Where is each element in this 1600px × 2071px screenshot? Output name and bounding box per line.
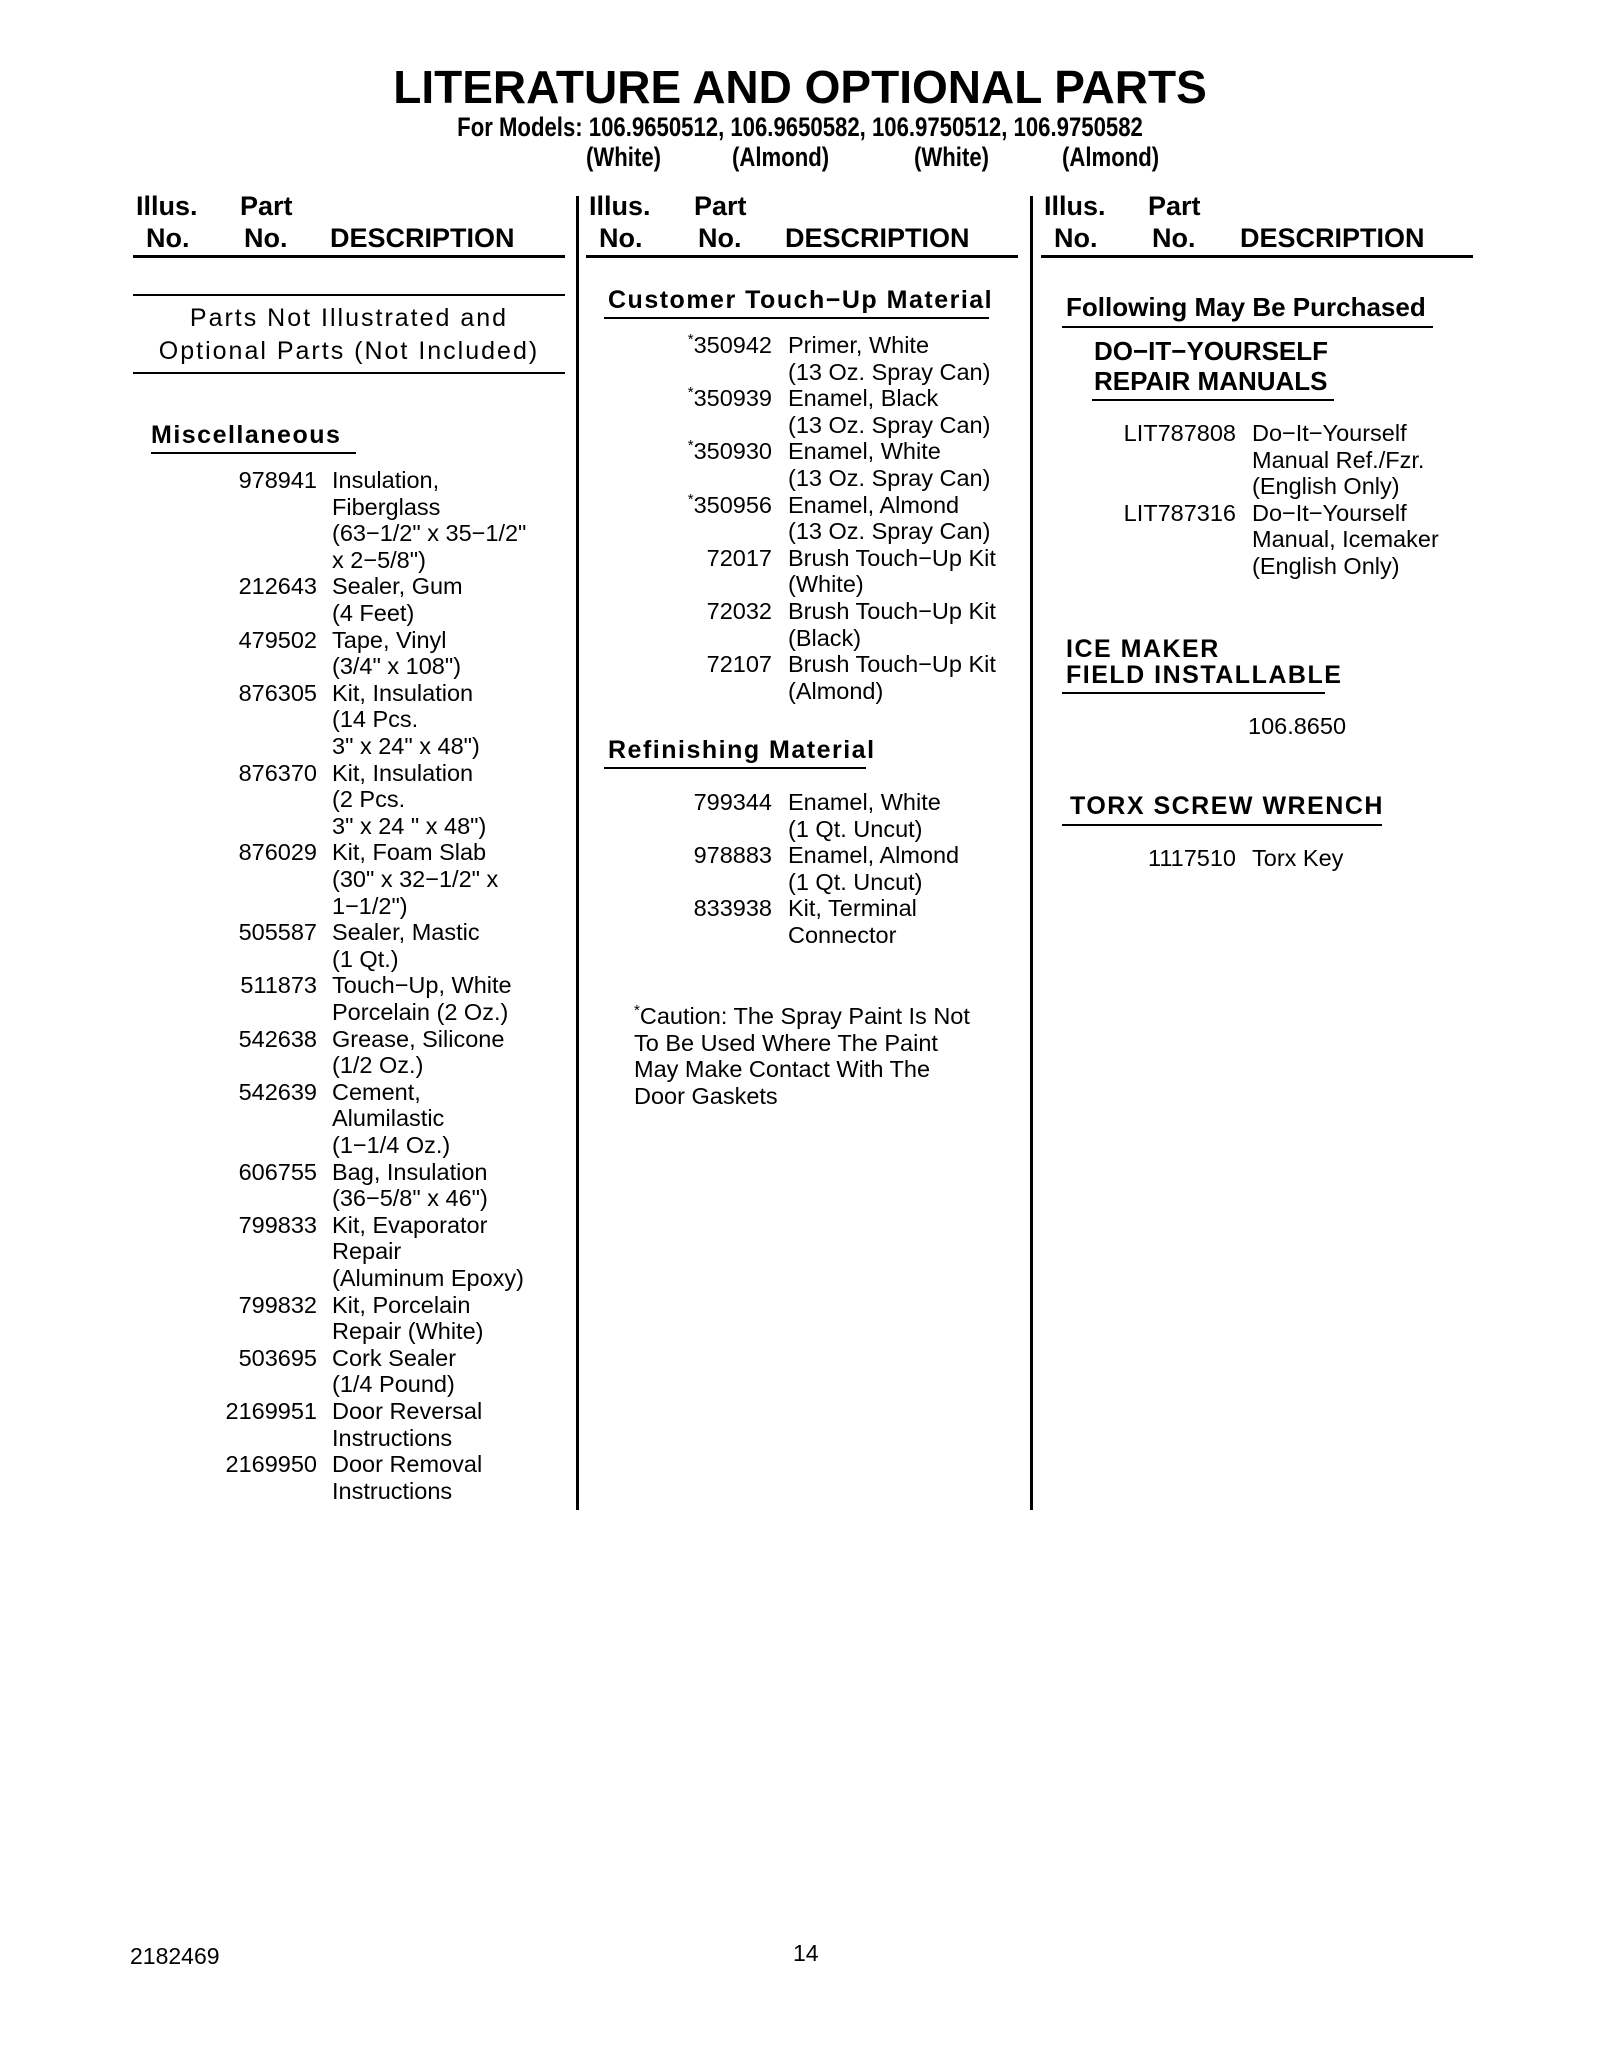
part-number — [0, 627, 317, 654]
description — [788, 842, 959, 895]
page-number: 14 — [793, 1940, 819, 1966]
part-number-text: 876029 — [238, 839, 317, 866]
part-number — [0, 892, 772, 922]
header-illus: Illus. — [1044, 191, 1106, 221]
description — [332, 919, 480, 972]
header-part-no: No. — [698, 223, 742, 253]
part-number-text: 799344 — [693, 789, 772, 815]
section-miscellaneous: Miscellaneous — [151, 421, 342, 449]
title-line: Optional Parts (Not Included) — [158, 337, 540, 365]
description-line: (13 Oz. Spray Can) — [788, 464, 991, 491]
part-number-text: 2169951 — [225, 1398, 317, 1424]
section-rule — [1092, 399, 1334, 401]
description: Torx Key — [1252, 845, 1344, 871]
part-number — [0, 1451, 317, 1478]
description — [332, 1451, 482, 1504]
description-line: (1/4 Pound) — [332, 1371, 455, 1398]
part-number — [0, 385, 772, 412]
description-line: Instructions — [332, 1424, 453, 1451]
part-number — [0, 1345, 317, 1372]
description-line: Sealer, Mastic — [332, 919, 480, 946]
part-number-text: 72107 — [706, 651, 772, 678]
part-number-text: 479502 — [238, 626, 317, 653]
diy-heading-line-2: REPAIR MANUALS — [1094, 366, 1328, 396]
description-line: Insulation, — [332, 467, 440, 493]
part-number-text: 350939 — [693, 385, 772, 412]
part-number-text: 978941 — [238, 467, 317, 493]
asterisk: * — [687, 437, 694, 455]
description-line: Kit, Evaporator — [332, 1211, 488, 1238]
part-number — [0, 1159, 317, 1186]
description-line: (English Only) — [1252, 552, 1400, 579]
description-line: Enamel, Almond — [788, 842, 960, 869]
ice-maker-title-line-1: ICE MAKER — [1066, 635, 1220, 663]
description — [332, 1398, 482, 1451]
part-number — [0, 332, 772, 359]
asterisk: * — [687, 384, 694, 402]
header-rule — [133, 255, 565, 258]
part-number-text: 72032 — [706, 598, 772, 624]
description — [1252, 420, 1424, 500]
description-line: Primer, White — [788, 332, 930, 358]
description-line: Fiberglass — [332, 493, 441, 520]
description-line: Grease, Silicone — [332, 1025, 505, 1052]
description-line: 3" x 24 " x 48") — [332, 812, 487, 839]
description-line: (1 Qt.) — [332, 945, 399, 972]
description-line: Brush Touch−Up Kit — [788, 651, 996, 678]
model-color-4: (Almond) — [1062, 142, 1160, 172]
description-line: Kit, Porcelain — [332, 1291, 471, 1318]
description-line: Kit, Insulation — [332, 759, 474, 786]
description-line: Do−It−Yourself — [1252, 420, 1407, 446]
part-number-text: 503695 — [238, 1344, 317, 1371]
part-number-text: 542639 — [238, 1078, 317, 1105]
header-description: DESCRIPTION — [785, 223, 970, 253]
ice-maker-title-line-2: FIELD INSTALLABLE — [1066, 661, 1343, 689]
section-customer-touch-up: Customer Touch−Up Material — [608, 286, 994, 314]
header-part: Part — [240, 191, 293, 221]
part-number — [0, 760, 317, 787]
asterisk: * — [687, 490, 694, 508]
description-line: (Black) — [788, 624, 862, 651]
part-number — [0, 1026, 317, 1053]
document-number: 2182469 — [130, 1943, 220, 1969]
description-line: Bag, Insulation — [332, 1158, 488, 1185]
note-line: Door Gaskets — [634, 1082, 778, 1109]
section-rule — [1062, 692, 1325, 694]
description-line: Manual Ref./Fzr. — [1252, 446, 1425, 473]
description-line: (13 Oz. Spray Can) — [788, 411, 991, 438]
header-illus-no: No. — [146, 223, 190, 253]
description — [788, 598, 996, 651]
description-line: Kit, Insulation — [332, 679, 474, 706]
part-number — [0, 1079, 317, 1106]
part-number — [0, 789, 772, 816]
description-line: Porcelain (2 Oz.) — [332, 998, 509, 1025]
part-number-text: 606755 — [238, 1158, 317, 1185]
part-number-text: 350956 — [693, 491, 772, 518]
note-line: May Make Contact With The — [634, 1056, 931, 1083]
description — [788, 789, 941, 842]
description-line: (Almond) — [788, 677, 884, 704]
part-number: 1117510 — [1148, 845, 1236, 871]
description-line: Enamel, Black — [788, 385, 939, 412]
part-number-text: 350942 — [693, 332, 772, 358]
description-line: Connector — [788, 921, 897, 948]
header-illus-no: No. — [1054, 223, 1098, 253]
header-part-no: No. — [244, 223, 288, 253]
part-number-text: 212643 — [238, 573, 317, 600]
model-color-3: (White) — [914, 142, 990, 172]
header-illus: Illus. — [136, 191, 198, 221]
title-line: Parts Not Illustrated and — [189, 304, 509, 332]
description-line: Door Reversal — [332, 1398, 483, 1424]
description-line: (White) — [788, 571, 864, 598]
part-number — [0, 919, 317, 946]
part-number-text: 799833 — [238, 1211, 317, 1238]
section-rule — [604, 317, 989, 319]
description — [332, 1212, 524, 1292]
description-line: Kit, Foam Slab — [332, 839, 487, 866]
part-number-text: 505587 — [238, 919, 317, 946]
asterisk: * — [687, 331, 694, 349]
part-number-text: 350930 — [693, 438, 772, 465]
torx-title: TORX SCREW WRENCH — [1070, 792, 1384, 820]
model-color-1: (White) — [586, 142, 662, 172]
description-line: Enamel, Almond — [788, 491, 960, 518]
description-line: Do−It−Yourself — [1252, 499, 1407, 526]
description-line: Cork Sealer — [332, 1344, 457, 1371]
part-number — [0, 598, 772, 625]
caution-note — [634, 1003, 970, 1109]
description — [332, 972, 512, 1025]
description-line: 1−1/2") — [332, 892, 408, 919]
part-number-text: LIT787316 — [1123, 499, 1236, 526]
description-line: (English Only) — [1252, 473, 1400, 500]
asterisk: * — [634, 1002, 640, 1020]
description-line: Brush Touch−Up Kit — [788, 544, 996, 571]
header-part: Part — [1148, 191, 1201, 221]
box-bottom-rule — [133, 372, 565, 374]
description-line: (13 Oz. Spray Can) — [788, 358, 991, 385]
section-rule — [1062, 824, 1382, 826]
description — [1252, 500, 1439, 580]
description-line: Enamel, White — [788, 438, 941, 465]
description-line: (2 Pcs. — [332, 786, 406, 813]
description-line: Brush Touch−Up Kit — [788, 598, 996, 624]
following-may-be-purchased: Following May Be Purchased — [1066, 292, 1426, 322]
header-description: DESCRIPTION — [1240, 223, 1425, 253]
description-line: Instructions — [332, 1477, 453, 1504]
models-line: For Models: 106.9650512, 106.9650582, 106.9750512, 106.9750582 — [457, 112, 1143, 142]
part-number-text: 511873 — [240, 972, 317, 999]
part-number — [0, 972, 317, 999]
description-line: Repair — [332, 1238, 402, 1265]
part-number — [0, 500, 1236, 527]
description-line: (36−5/8" x 46") — [332, 1185, 488, 1212]
header-illus-no: No. — [599, 223, 643, 253]
description — [332, 680, 480, 760]
description-line: (1/2 Oz.) — [332, 1052, 424, 1079]
description-line: Cement, — [332, 1078, 421, 1105]
part-number — [0, 680, 317, 707]
part-number-text: 2169950 — [225, 1451, 317, 1478]
description-line: x 2−5/8") — [332, 546, 426, 573]
description-line: Enamel, White — [788, 789, 941, 815]
part-number-text: 978883 — [693, 842, 772, 869]
description-line: (1 Qt. Uncut) — [788, 815, 923, 842]
part-number — [0, 1398, 317, 1425]
part-number — [0, 1212, 317, 1239]
description-line: (Aluminum Epoxy) — [332, 1264, 524, 1291]
description-line: Alumilastic — [332, 1105, 445, 1132]
description-line: (4 Feet) — [332, 599, 415, 626]
description-line: (63−1/2" x 35−1/2" — [332, 520, 527, 547]
part-number — [0, 420, 1236, 447]
header-rule — [1041, 255, 1473, 258]
part-number — [0, 651, 772, 678]
header-illus: Illus. — [589, 191, 651, 221]
model-color-2: (Almond) — [732, 142, 830, 172]
description — [332, 1345, 456, 1398]
part-number-text: 799832 — [238, 1291, 317, 1318]
part-number-text: 876370 — [238, 759, 317, 786]
section-refinishing: Refinishing Material — [608, 736, 876, 764]
description-line: 3" x 24" x 48") — [332, 732, 480, 759]
description — [788, 545, 996, 598]
description-line: Kit, Terminal — [788, 895, 917, 922]
section-rule — [604, 767, 866, 769]
description-line: (3/4" x 108") — [332, 653, 462, 680]
description-line: (30" x 32−1/2" x — [332, 865, 499, 892]
description-line: (1−1/4 Oz.) — [332, 1131, 451, 1158]
description-line: (13 Oz. Spray Can) — [788, 518, 991, 545]
description-line: Repair (White) — [332, 1318, 484, 1345]
description — [332, 1079, 450, 1159]
description — [788, 895, 917, 948]
header-rule — [586, 255, 1018, 258]
description — [332, 1159, 488, 1212]
part-number-text: 833938 — [693, 895, 772, 922]
description-line: Tape, Vinyl — [332, 626, 447, 653]
description — [788, 651, 996, 704]
description — [332, 1292, 483, 1345]
description — [332, 1026, 504, 1079]
description — [788, 332, 990, 385]
box-top-rule — [133, 294, 565, 296]
part-number-text: 876305 — [238, 679, 317, 706]
part-number — [0, 467, 317, 494]
part-number — [0, 573, 317, 600]
section-rule — [1062, 326, 1433, 328]
part-number — [0, 842, 772, 869]
description-line: Touch−Up, White — [332, 972, 512, 999]
part-number-text: 72017 — [706, 544, 772, 571]
part-number-text: LIT787808 — [1123, 420, 1236, 446]
note-line: To Be Used Where The Paint — [634, 1029, 938, 1056]
part-number-text: 542638 — [238, 1025, 317, 1052]
ice-maker-part-number: 106.8650 — [1248, 713, 1347, 739]
part-number — [0, 545, 772, 572]
description-line: (1 Qt. Uncut) — [788, 868, 923, 895]
description-line: Manual, Icemaker — [1252, 526, 1439, 553]
page-title: LITERATURE AND OPTIONAL PARTS — [393, 61, 1207, 113]
header-part-no: No. — [1152, 223, 1196, 253]
note-line: Caution: The Spray Paint Is Not — [639, 1003, 970, 1029]
description-line: Door Removal — [332, 1451, 483, 1478]
description-line: (14 Pcs. — [332, 706, 419, 733]
header-description: DESCRIPTION — [330, 223, 515, 253]
diy-heading-line-1: DO−IT−YOURSELF — [1094, 336, 1329, 366]
description-line: Sealer, Gum — [332, 573, 463, 600]
header-part: Part — [694, 191, 747, 221]
part-number — [0, 1292, 317, 1319]
